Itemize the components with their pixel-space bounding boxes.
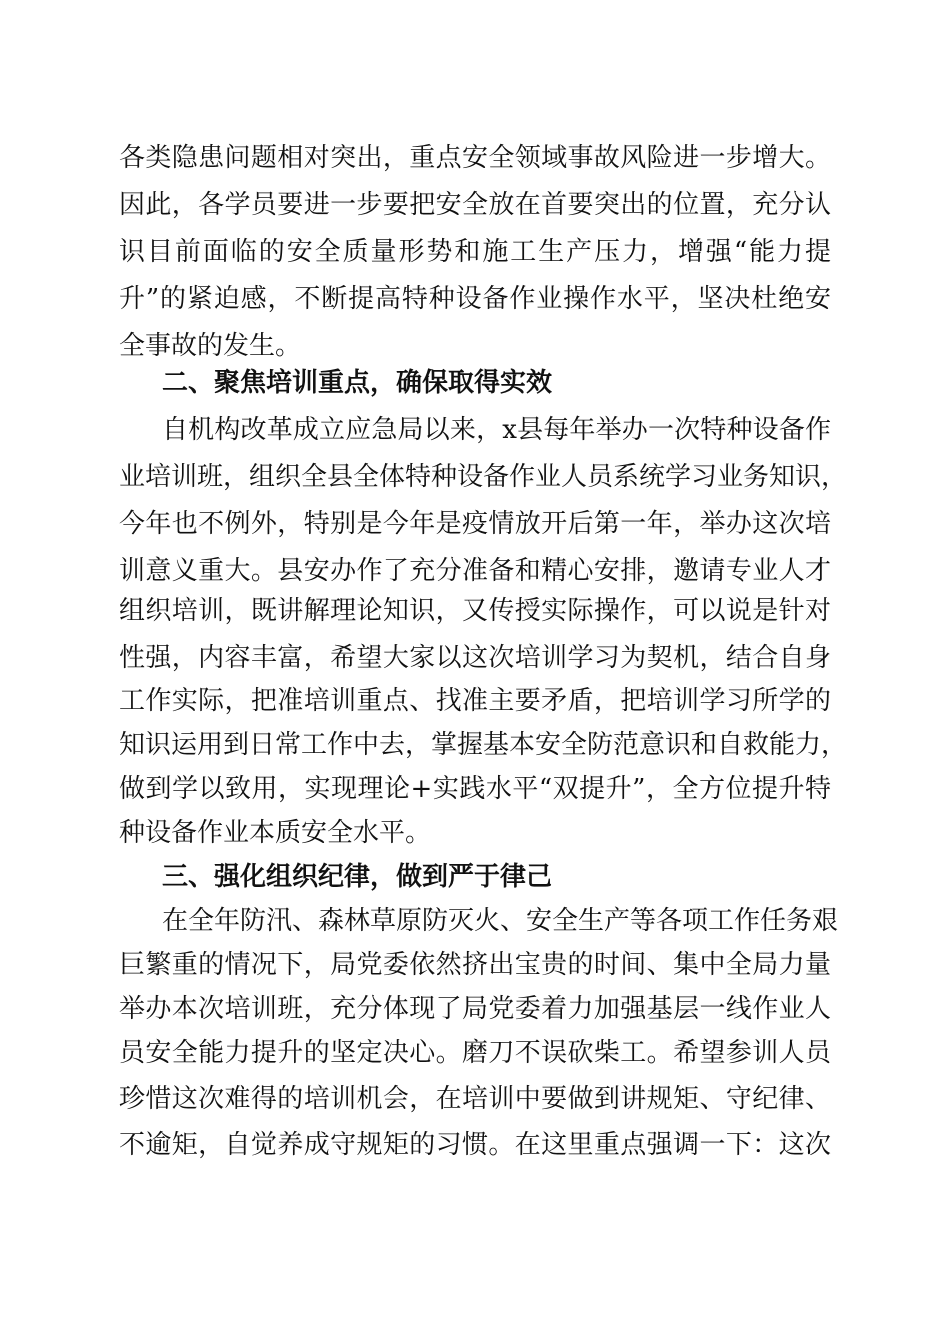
- paragraph-2-line-2: 业培训班，组织全县全体特种设备作业人员系统学习业务知识，: [119, 462, 848, 492]
- paragraph-1-line-3: 识目前面临的安全质量形势和施工生产压力，增强“能力提: [119, 237, 831, 267]
- paragraph-2-line-3: 今年也不例外，特别是今年是疫情放开后第一年，举办这次培: [119, 509, 831, 539]
- section-heading-3: 三、强化组织纪律，做到严于律己: [162, 862, 553, 892]
- paragraph-1-line-4: 升”的紧迫感，不断提高特种设备作业操作水平，坚决杜绝安: [119, 284, 831, 314]
- paragraph-1-line-5: 全事故的发生。: [119, 331, 302, 361]
- section-heading-2: 二、聚焦培训重点，确保取得实效: [162, 368, 553, 398]
- paragraph-2-line-4: 训意义重大。县安办作了充分准备和精心安排，邀请专业人才: [119, 556, 831, 586]
- paragraph-2-line-9: 做到学以致用，实现理论+实践水平“双提升”，全方位提升特: [119, 774, 831, 804]
- paragraph-2-line-10: 种设备作业本质安全水平。: [119, 818, 432, 848]
- paragraph-3-line-5: 珍惜这次难得的培训机会，在培训中要做到讲规矩、守纪律、: [119, 1084, 831, 1114]
- paragraph-1-line-1: 各类隐患问题相对突出，重点安全领域事故风险进一步增大。: [119, 143, 831, 173]
- paragraph-1-line-2: 因此，各学员要进一步要把安全放在首要突出的位置，充分认: [119, 190, 831, 220]
- paragraph-2-line-5: 组织培训，既讲解理论知识，又传授实际操作，可以说是针对: [119, 596, 831, 626]
- paragraph-2-line-8: 知识运用到日常工作中去，掌握基本安全防范意识和自救能力，: [119, 730, 848, 760]
- paragraph-2-line-1: 自机构改革成立应急局以来，x县每年举办一次特种设备作: [162, 415, 831, 445]
- paragraph-3-line-6: 不逾矩，自觉养成守规矩的习惯。在这里重点强调一下：这次: [119, 1130, 831, 1160]
- paragraph-3-line-2: 巨繁重的情况下，局党委依然挤出宝贵的时间、集中全局力量: [119, 950, 831, 980]
- paragraph-3-line-4: 员安全能力提升的坚定决心。磨刀不误砍柴工。希望参训人员: [119, 1038, 831, 1068]
- paragraph-3-line-3: 举办本次培训班，充分体现了局党委着力加强基层一线作业人: [119, 994, 831, 1024]
- paragraph-2-line-7: 工作实际，把准培训重点、找准主要矛盾，把培训学习所学的: [119, 686, 831, 716]
- paragraph-3-line-1: 在全年防汛、森林草原防灭火、安全生产等各项工作任务艰: [162, 906, 839, 936]
- paragraph-2-line-6: 性强，内容丰富，希望大家以这次培训学习为契机，结合自身: [119, 643, 831, 673]
